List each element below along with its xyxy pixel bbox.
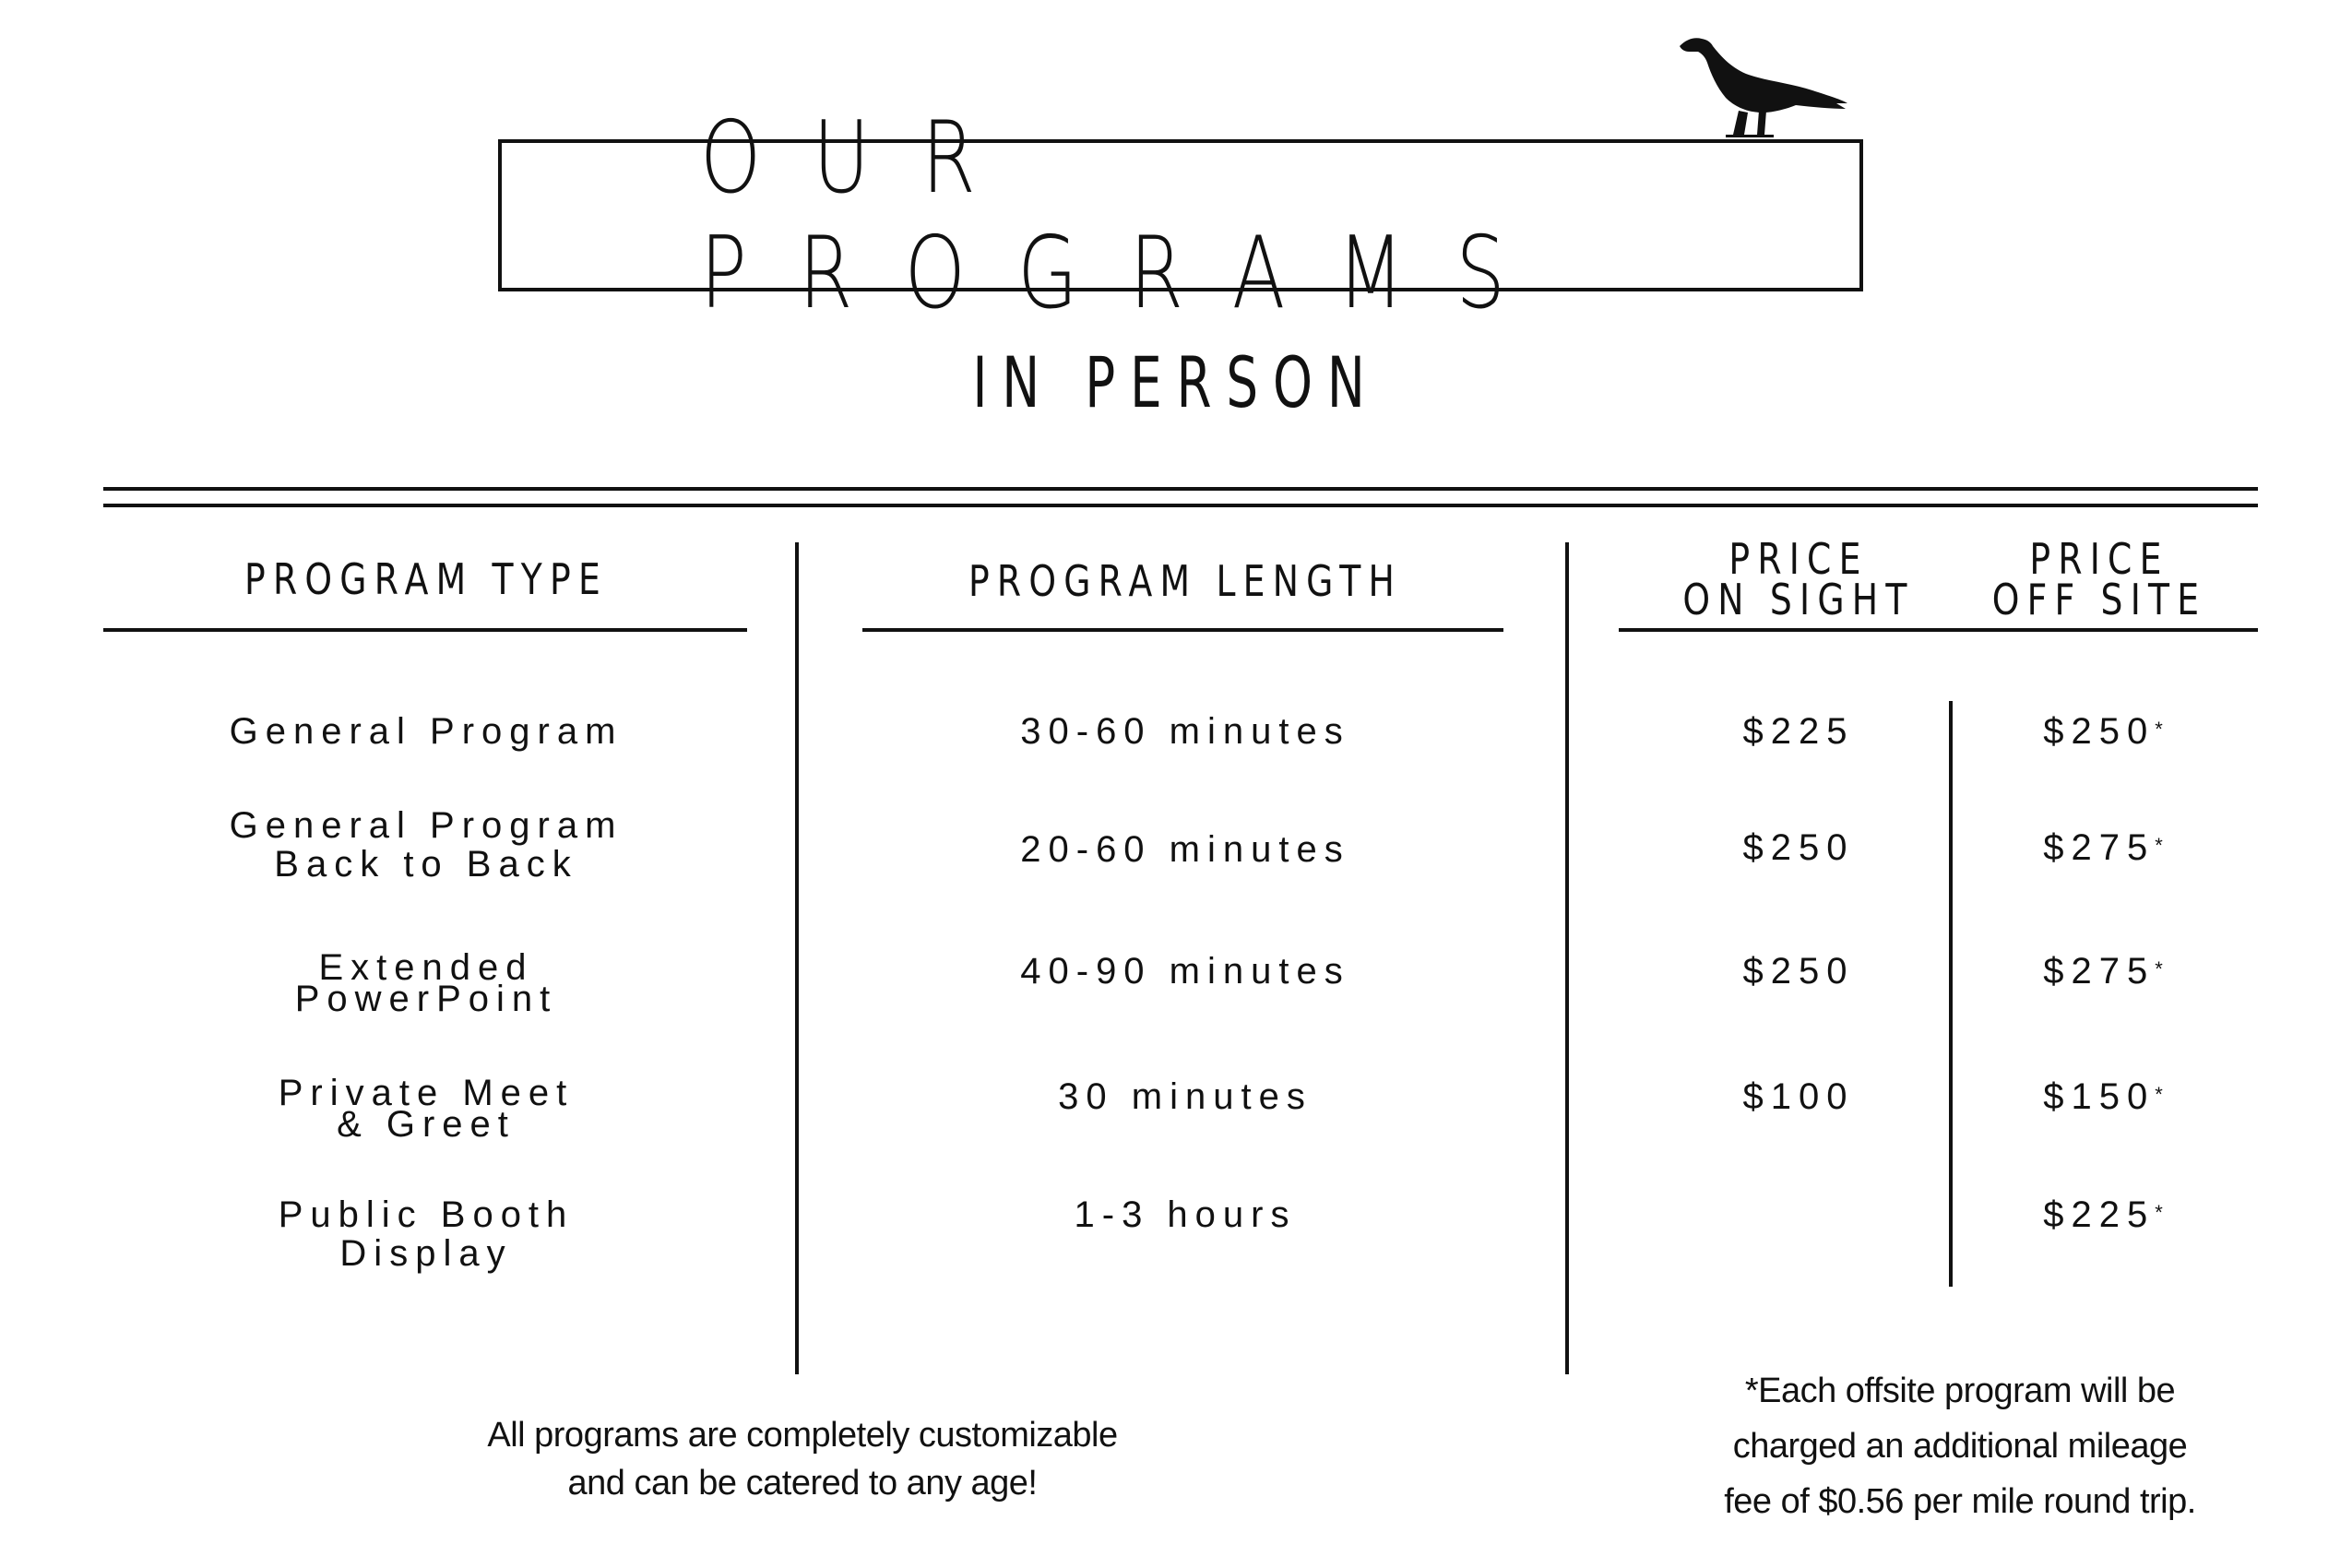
table-row-1-type: General Program [229,711,624,752]
table-row-2-length: 20-60 minutes [1020,829,1350,870]
table-row-3-price-on: $250 [1742,951,1855,992]
top-rule-2 [103,504,2258,507]
page-title: OUR PROGRAMS [699,100,1558,331]
table-row-3-type: Extended PowerPoint [294,947,558,1019]
table-row-4-price-on: $100 [1742,1076,1855,1117]
table-row-1-price-off: $250* [2043,711,2163,752]
table-row-5-price-off: $225* [2043,1194,2163,1235]
table-row-3-length: 40-90 minutes [1020,951,1350,992]
top-rule-1 [103,487,2258,491]
column-divider-2 [1565,542,1569,1374]
header-price-off-site: PRICE OFF SITE [1991,534,2207,624]
underline-length [862,628,1503,632]
table-row-2-price-on: $250 [1742,827,1855,868]
column-divider-1 [795,542,799,1374]
page-subtitle: IN PERSON [972,341,1380,423]
underline-price [1619,628,2258,632]
header-program-type: PROGRAM TYPE [244,554,608,604]
table-row-2-type: General Program Back to Back [229,805,624,885]
header-program-length: PROGRAM LENGTH [968,556,1403,606]
table-row-2-price-off: $275* [2043,827,2163,868]
table-row-1-price-on: $225 [1742,711,1855,752]
table-row-4-type: Private Meet & Greet [278,1073,575,1145]
table-row-1-length: 30-60 minutes [1020,711,1350,752]
table-row-5-length: 1-3 hours [1074,1194,1297,1235]
header-price-on-sight: PRICE ON SIGHT [1682,534,1915,624]
table-row-4-length: 30 minutes [1058,1076,1313,1117]
mileage-footnote: *Each offsite program will be charged an additional mileage fee of $0.56 per mile round trip. [1724,1372,2196,1521]
customizable-note: All programs are completely customizable and can be catered to any age! [487,1416,1118,1503]
table-row-3-price-off: $275* [2043,951,2163,992]
table-row-4-price-off: $150* [2043,1076,2163,1117]
crow-icon [1674,30,1849,142]
table-row-5-type: Public Booth Display [278,1194,575,1274]
underline-type [103,628,747,632]
